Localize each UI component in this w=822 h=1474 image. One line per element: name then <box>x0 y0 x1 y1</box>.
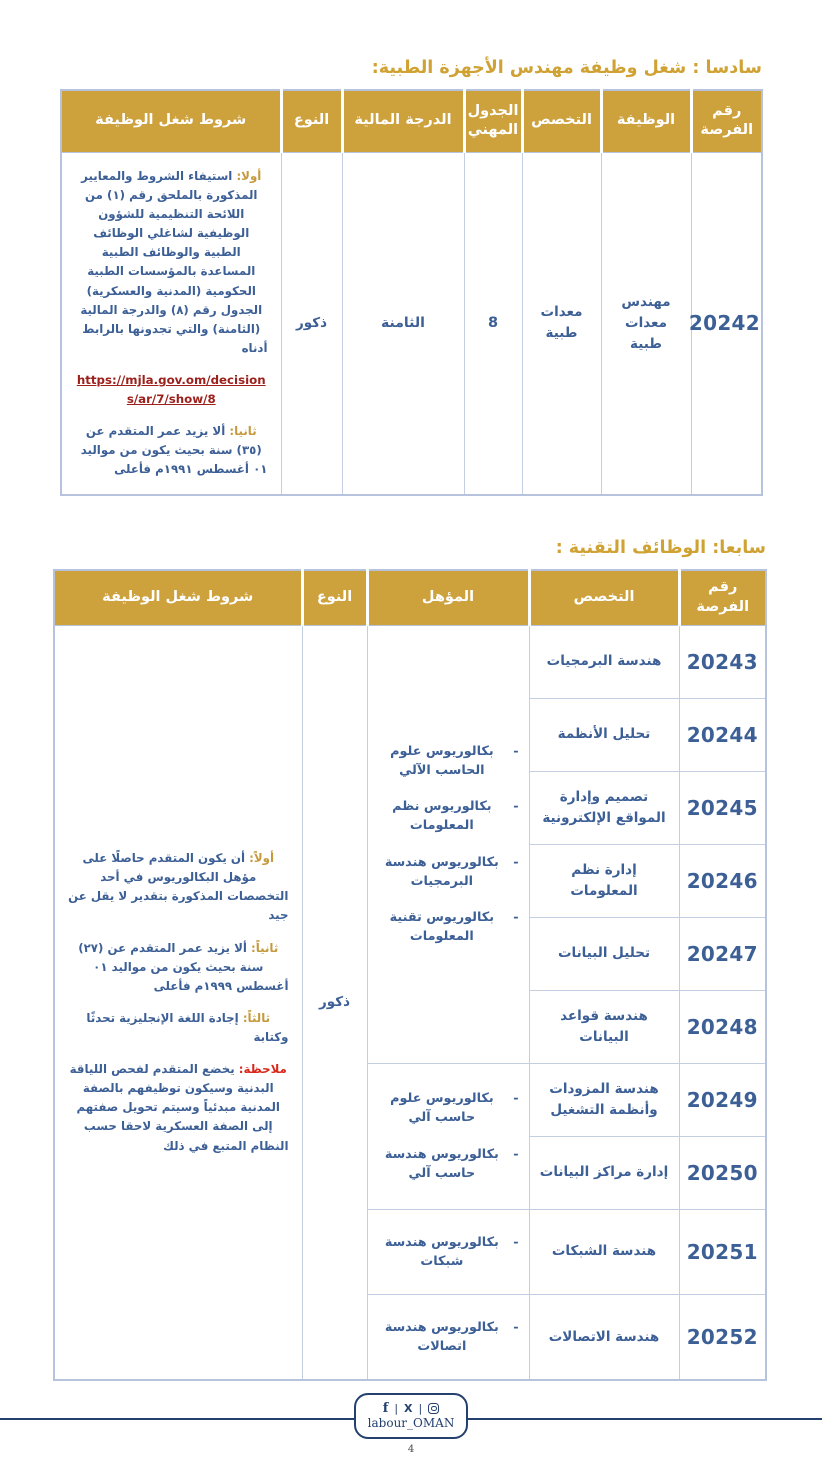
header-qualification: المؤهل <box>367 570 529 625</box>
qualification-group-cell <box>367 1294 529 1380</box>
tech-table-header-row <box>54 570 766 625</box>
tech-jobs-table <box>53 569 767 1381</box>
opportunity-number: 20248 <box>679 990 766 1063</box>
dash-bullet-icon: - <box>513 799 519 815</box>
condition-second-label: ثانياً: <box>251 940 279 955</box>
qualification-item: - بكالوريوس هندسة حاسب آلي <box>384 1146 519 1181</box>
header-gender: النوع <box>281 90 342 152</box>
dash-bullet-icon: - <box>513 854 519 870</box>
qualification-item: - بكالوريوس هندسة شبكات <box>384 1234 519 1269</box>
dash-bullet-icon: - <box>513 909 519 925</box>
header-professional-schedule: الجدول المهني <box>464 90 522 152</box>
specialization: هندسة البرمجيات <box>529 625 679 698</box>
financial-grade: الثامنة <box>342 152 464 495</box>
condition-third: ثالثاً: إجادة اللغة الإنجليزية تحدثًا وكتابة <box>86 1010 289 1044</box>
dash-bullet-icon: - <box>513 1146 519 1162</box>
dash-bullet-icon: - <box>513 1091 519 1107</box>
x-twitter-icon: X <box>404 1401 413 1415</box>
facebook-icon: f <box>382 1400 389 1416</box>
conditions-cell <box>54 625 302 1380</box>
qualification-item: - بكالوريوس هندسة البرمجيات <box>384 854 519 889</box>
condition-note: ملاحظة: يخضع المتقدم لفحص اللياقة البدنية وسيكون توظيفهم بالصفة المدنية مبدئياً وسيتم تحويل صفتهم إلى الصفة العسكرية لاحقا حسب النظام المتبع في ذلك <box>69 1062 289 1153</box>
specialization: هندسة الشبكات <box>529 1209 679 1294</box>
opportunity-number: 20252 <box>679 1294 766 1380</box>
opportunity-number: 20250 <box>679 1136 766 1209</box>
header-specialization: التخصص <box>529 570 679 625</box>
specialization: هندسة الاتصالات <box>529 1294 679 1380</box>
opportunity-number: 20245 <box>679 771 766 844</box>
page-content <box>55 58 767 1381</box>
specialization: تحليل الأنظمة <box>529 698 679 771</box>
social-handle: labour_OMAN <box>367 1415 455 1430</box>
section-tech-title: سابعا: الوظائف التقنية : <box>555 538 766 558</box>
condition-first: أولا: استيفاء الشروط والمعايير المذكورة بالملحق رقم (١) من اللائحة التنظيمية للشؤون الوظيفية لشاغلي الوظائف الطبية والوظائف الطبية المساعدة بالمؤسسات الطبية الحكومية (المدنية والعسكرية) الجدول رقم (٨) والدرجة المالية (الثامنة) والتي تجدونها بالرابط أدناه <box>80 168 268 355</box>
conditions-cell <box>61 152 281 495</box>
opportunity-number: 20249 <box>679 1063 766 1136</box>
opportunity-number: 20247 <box>679 917 766 990</box>
header-conditions: شروط شغل الوظيفة <box>54 570 302 625</box>
section-medical-title: سادسا : شغل وظيفة مهندس الأجهزة الطبية: <box>371 58 762 78</box>
opportunity-number: 20251 <box>679 1209 766 1294</box>
header-gender: النوع <box>302 570 367 625</box>
opportunity-number: 20246 <box>679 844 766 917</box>
qualification-group-cell <box>367 1063 529 1209</box>
specialization: تحليل البيانات <box>529 917 679 990</box>
medical-table-header-row <box>61 90 762 152</box>
condition-third-label: ثالثاً: <box>242 1010 271 1025</box>
specialization: معدات طبية <box>522 152 601 495</box>
table-row <box>54 625 766 698</box>
icon-separator: | <box>394 1401 399 1415</box>
condition-second: ثانياً: ألا يزيد عمر المتقدم عن (٢٧) سنة بحيث يكون من مواليد ٠١ أغسطس ١٩٩٩م فأعلى <box>78 940 289 993</box>
social-badge <box>354 1393 468 1439</box>
qualification-group-cell <box>367 625 529 1063</box>
opportunity-number: 20243 <box>679 625 766 698</box>
dash-bullet-icon: - <box>513 743 519 759</box>
condition-note-label: ملاحظة: <box>238 1062 287 1077</box>
specialization: تصميم وإدارة المواقع الإلكترونية <box>529 771 679 844</box>
header-job: الوظيفة <box>601 90 691 152</box>
table-row <box>61 152 762 495</box>
header-opportunity-number: رقم الفرصة <box>691 90 762 152</box>
specialization: هندسة المزودات وأنظمة التشغيل <box>529 1063 679 1136</box>
header-financial-grade: الدرجة المالية <box>342 90 464 152</box>
job-title: مهندس معدات طبية <box>601 152 691 495</box>
page-number: 4 <box>407 1444 415 1455</box>
specialization: إدارة مراكز البيانات <box>529 1136 679 1209</box>
medical-jobs-table <box>60 89 763 496</box>
social-icons <box>383 1402 440 1415</box>
condition-first: أولاً: أن يكون المتقدم حاصلًا على مؤهل البكالوريوس في أحد التخصصات المذكورة بتقدير لا يقل عن جيد <box>68 851 289 923</box>
header-specialization: التخصص <box>522 90 601 152</box>
condition-first-label: أولاً: <box>249 851 275 866</box>
header-opportunity-number: رقم الفرصة <box>679 570 766 625</box>
condition-second: ثانيا: ألا يزيد عمر المتقدم عن (٣٥) سنة بحيث يكون من مواليد ٠١ أغسطس ١٩٩١م فأعلى <box>80 424 268 477</box>
professional-schedule: 8 <box>464 152 522 495</box>
condition-first-label: أولا: <box>236 168 262 183</box>
qualification-item: - بكالوريوس تقنية المعلومات <box>389 909 519 945</box>
specialization: إدارة نظم المعلومات <box>529 844 679 917</box>
opportunity-number: 20244 <box>679 698 766 771</box>
decision-link[interactable]: https://mjla.gov.om/decisions/ar/7/show/8 <box>76 373 266 407</box>
condition-second-label: ثانيا: <box>229 424 257 439</box>
icon-separator: | <box>418 1401 423 1415</box>
qualification-item: - بكالوريوس علوم الحاسب الآلي <box>390 743 519 778</box>
dash-bullet-icon: - <box>513 1234 519 1250</box>
qualification-item: - بكالوريوس علوم حاسب آلي <box>390 1091 519 1126</box>
qualification-group-cell <box>367 1209 529 1294</box>
opportunity-number: 20242 <box>691 152 762 495</box>
qualification-item: - بكالوريوس نظم المعلومات <box>392 799 519 834</box>
specialization: هندسة قواعد البيانات <box>529 990 679 1063</box>
qualification-item: - بكالوريوس هندسة اتصالات <box>384 1319 519 1355</box>
page-footer <box>0 1392 822 1468</box>
instagram-icon <box>428 1403 439 1414</box>
header-conditions: شروط شغل الوظيفة <box>61 90 281 152</box>
gender-value: ذكور <box>302 625 367 1380</box>
gender-value: ذكور <box>281 152 342 495</box>
dash-bullet-icon: - <box>513 1319 519 1335</box>
